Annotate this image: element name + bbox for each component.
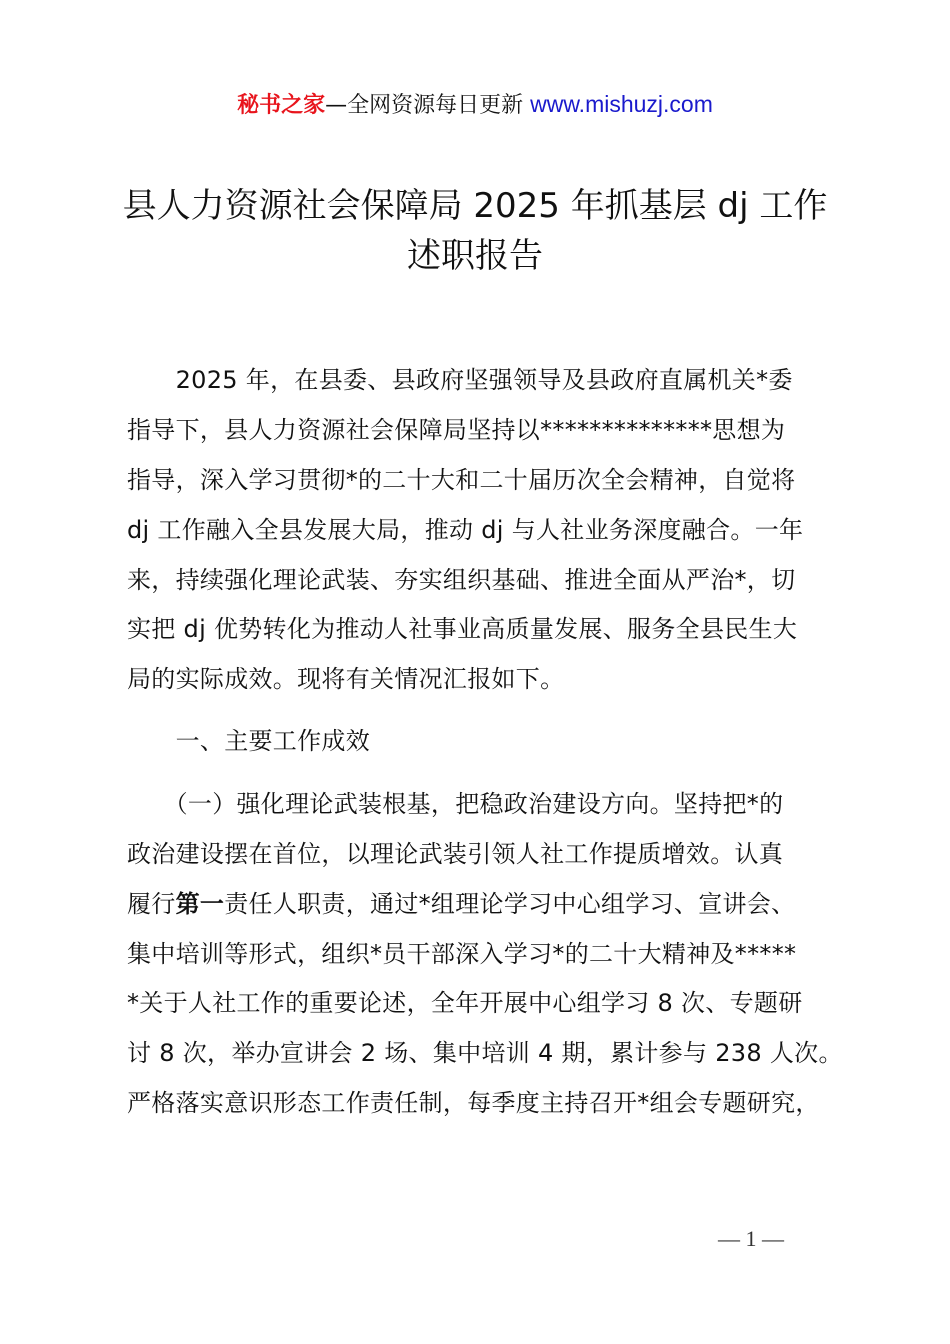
document-title-line-1: 县人力资源社会保障局 2025 年抓基层 dj 工作: [122, 186, 828, 226]
page-number: — 1 —: [718, 1226, 784, 1251]
document-title-line-2: 述职报告: [407, 236, 543, 276]
text-segment: 责任人职责，通过*组理论学习中心组学习、宣讲会、: [224, 890, 796, 918]
text-segment: 履行: [127, 890, 176, 918]
brand-name: 秘书之家: [237, 93, 326, 118]
body-line: 局的实际成效。现将有关情况汇报如下。: [127, 665, 565, 693]
body-line: 指导，深入学习贯彻*的二十大和二十届历次全会精神，自觉将: [127, 466, 796, 494]
body-line: 严格落实意识形态工作责任制，每季度主持召开*组会专题研究，: [127, 1089, 820, 1117]
body-line: [127, 889, 837, 919]
body-line: （一）强化理论武装根基，把稳政治建设方向。坚持把*的: [127, 790, 784, 818]
site-banner: [0, 88, 950, 119]
banner-slogan: —全网资源每日更新: [325, 93, 531, 118]
body-line: 实把 dj 优势转化为推动人社事业高质量发展、服务全县民生大: [127, 615, 798, 643]
body-line: 2025 年，在县委、县政府坚强领导及县政府直属机关*委: [127, 366, 793, 394]
bold-text: 第一: [175, 890, 225, 918]
body-line: 集中培训等形式，组织*员干部深入学习*的二十大精神及*****: [127, 940, 797, 968]
body-line: 政治建设摆在首位，以理论武装引领人社工作提质增效。认真: [127, 840, 784, 868]
section-heading: 一、主要工作成效: [127, 727, 370, 755]
body-line: 讨 8 次，举办宣讲会 2 场、集中培训 4 期，累计参与 238 人次。: [127, 1039, 843, 1067]
body-line: 指导下，县人力资源社会保障局坚持以**************思想为: [127, 416, 786, 444]
site-link[interactable]: www.mishuzj.com: [530, 91, 713, 117]
body-line: dj 工作融入全县发展大局，推动 dj 与人社业务深度融合。一年: [127, 516, 804, 544]
body-line: *关于人社工作的重要论述，全年开展中心组学习 8 次、专题研: [127, 989, 803, 1017]
body-line: 来，持续强化理论武装、夯实组织基础、推进全面从严治*，切: [127, 566, 796, 594]
